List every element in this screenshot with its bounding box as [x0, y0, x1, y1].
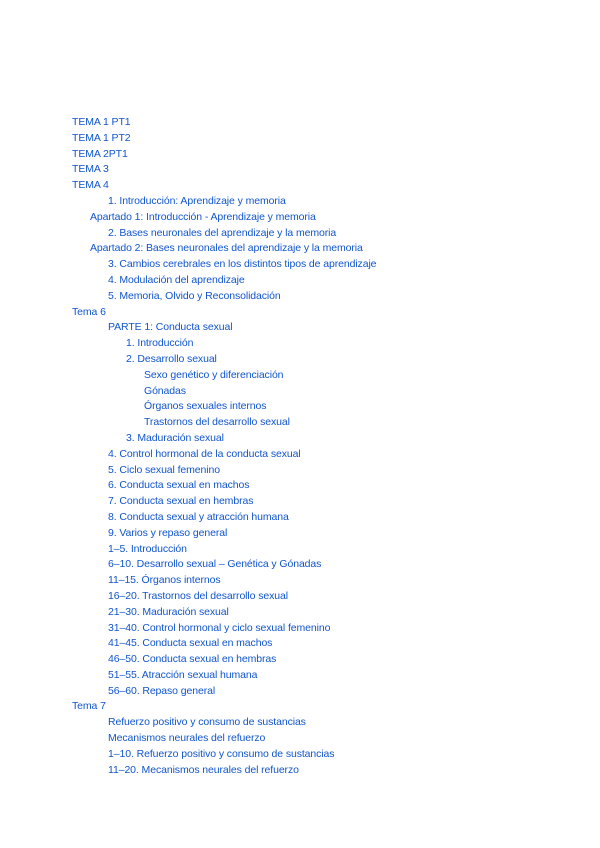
- toc-link-tema-3[interactable]: TEMA 3: [72, 163, 109, 176]
- toc-link-introduccion[interactable]: 1. Introducción: [126, 337, 194, 350]
- toc-link-organos-internos[interactable]: Órganos sexuales internos: [144, 400, 267, 413]
- toc-link-modulacion[interactable]: 4. Modulación del aprendizaje: [108, 273, 245, 286]
- table-of-contents: [0, 115, 600, 778]
- toc-link-q11-15[interactable]: 11–15. Órganos internos: [108, 574, 221, 587]
- toc-link-bases-neuronales[interactable]: 2. Bases neuronales del aprendizaje y la memoria: [108, 226, 337, 239]
- toc-link-tema-4[interactable]: TEMA 4: [72, 179, 109, 192]
- toc-link-q46-50[interactable]: 46–50. Conducta sexual en hembras: [108, 653, 277, 666]
- toc-link-mecanismos-neurales[interactable]: Mecanismos neurales del refuerzo: [108, 732, 266, 745]
- toc-link-q11-20-mecanismos[interactable]: 11–20. Mecanismos neurales del refuerzo: [108, 763, 299, 776]
- toc-link-ciclo-femenino[interactable]: 5. Ciclo sexual femenino: [108, 463, 220, 476]
- toc-link-varios-repaso[interactable]: 9. Varios y repaso general: [108, 526, 228, 539]
- toc-link-tema-2-pt1[interactable]: TEMA 2PT1: [72, 147, 128, 160]
- toc-link-q41-45[interactable]: 41–45. Conducta sexual en machos: [108, 637, 273, 650]
- toc-link-cambios-cerebrales[interactable]: 3. Cambios cerebrales en los distintos tipos de aprendizaje: [108, 258, 377, 271]
- toc-link-trastornos[interactable]: Trastornos del desarrollo sexual: [144, 416, 290, 429]
- toc-link-conducta-hembras[interactable]: 7. Conducta sexual en hembras: [108, 495, 254, 508]
- toc-link-memoria-olvido[interactable]: 5. Memoria, Olvido y Reconsolidación: [108, 289, 281, 302]
- toc-link-q31-40[interactable]: 31–40. Control hormonal y ciclo sexual femenino: [108, 621, 331, 634]
- toc-link-q16-20[interactable]: 16–20. Trastornos del desarrollo sexual: [108, 589, 288, 602]
- toc-link-conducta-machos[interactable]: 6. Conducta sexual en machos: [108, 479, 250, 492]
- toc-link-desarrollo-sexual[interactable]: 2. Desarrollo sexual: [126, 352, 217, 365]
- toc-link-tema-1-pt1[interactable]: TEMA 1 PT1: [72, 116, 131, 128]
- toc-link-atraccion-humana[interactable]: 8. Conducta sexual y atracción humana: [108, 510, 289, 523]
- toc-link-apartado-2[interactable]: Apartado 2: Bases neuronales del aprendizaje y la memoria: [90, 242, 363, 255]
- toc-link-maduracion-sexual[interactable]: 3. Maduración sexual: [126, 431, 224, 444]
- toc-link-introduccion-aprendizaje[interactable]: 1. Introducción: Aprendizaje y memoria: [108, 194, 286, 207]
- toc-link-q6-10[interactable]: 6–10. Desarrollo sexual – Genética y Gónadas: [108, 558, 322, 571]
- toc-link-sexo-genetico[interactable]: Sexo genético y diferenciación: [144, 368, 284, 381]
- toc-link-q21-30[interactable]: 21–30. Maduración sexual: [108, 605, 229, 618]
- toc-link-parte-1[interactable]: PARTE 1: Conducta sexual: [108, 321, 233, 334]
- toc-link-q56-60[interactable]: 56–60. Repaso general: [108, 684, 216, 697]
- toc-link-refuerzo-positivo[interactable]: Refuerzo positivo y consumo de sustancias: [108, 716, 306, 729]
- toc-link-q1-10-refuerzo[interactable]: 1–10. Refuerzo positivo y consumo de sustancias: [108, 747, 335, 760]
- toc-link-gonadas[interactable]: Gónadas: [144, 384, 186, 397]
- toc-link-q1-5[interactable]: 1–5. Introducción: [108, 542, 187, 555]
- toc-link-tema-6[interactable]: Tema 6: [72, 305, 106, 318]
- toc-link-q51-55[interactable]: 51–55. Atracción sexual humana: [108, 668, 258, 681]
- toc-link-control-hormonal[interactable]: 4. Control hormonal de la conducta sexual: [108, 447, 301, 460]
- toc-link-apartado-1[interactable]: Apartado 1: Introducción - Aprendizaje y memoria: [90, 210, 316, 223]
- toc-link-tema-1-pt2[interactable]: TEMA 1 PT2: [72, 131, 131, 144]
- toc-link-tema-7[interactable]: Tema 7: [72, 700, 106, 713]
